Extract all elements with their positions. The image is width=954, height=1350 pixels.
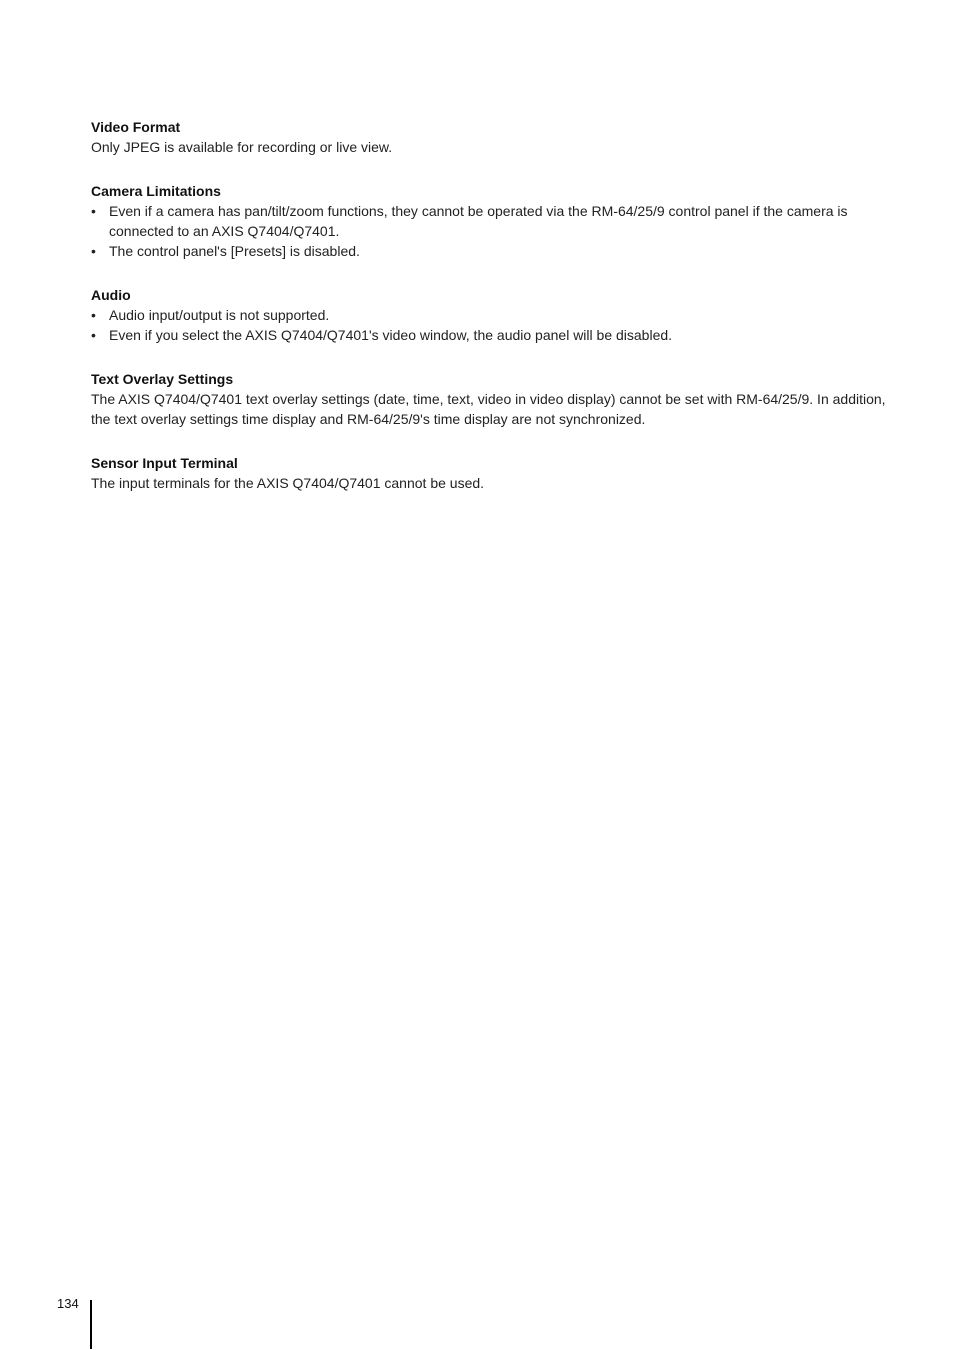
section-paragraph: The AXIS Q7404/Q7401 text overlay settings (date, time, text, video in video display) cannot be set with RM-64/25/9. In addition, the text overlay settings time display and RM-64/25/9's time display are not synchronized. — [91, 391, 886, 427]
bullet-list — [91, 201, 891, 261]
section-paragraph: Only JPEG is available for recording or live view. — [91, 139, 393, 155]
page-number: 134 — [57, 1296, 79, 1311]
section-paragraph: The input terminals for the AXIS Q7404/Q7401 cannot be used. — [91, 475, 485, 491]
section-heading: Audio — [91, 287, 131, 303]
bullet-icon: • — [91, 243, 96, 259]
list-item — [91, 201, 891, 241]
list-item — [91, 305, 891, 325]
section-text-overlay-settings — [91, 369, 891, 429]
list-item-text: The control panel's [Presets] is disabled. — [109, 243, 360, 259]
page-margin-rule — [90, 1300, 92, 1349]
section-video-format — [91, 117, 891, 157]
section-heading: Sensor Input Terminal — [91, 455, 238, 471]
bullet-icon: • — [91, 327, 96, 343]
bullet-icon: • — [91, 203, 96, 219]
list-item — [91, 241, 891, 261]
bullet-icon: • — [91, 307, 96, 323]
page-content — [91, 117, 891, 517]
section-audio — [91, 285, 891, 345]
section-heading: Video Format — [91, 119, 181, 135]
section-camera-limitations — [91, 181, 891, 261]
list-item-text: Even if you select the AXIS Q7404/Q7401's video window, the audio panel will be disabled. — [109, 327, 673, 343]
list-item-text: Audio input/output is not supported. — [109, 307, 330, 323]
list-item-text: Even if a camera has pan/tilt/zoom functions, they cannot be operated via the RM-64/25/9 control panel if the camera is connected to an AXIS Q7404/Q7401. — [109, 203, 848, 239]
list-item — [91, 325, 891, 345]
section-heading: Camera Limitations — [91, 183, 221, 199]
section-sensor-input-terminal — [91, 453, 891, 493]
section-heading: Text Overlay Settings — [91, 371, 234, 387]
bullet-list — [91, 305, 891, 345]
